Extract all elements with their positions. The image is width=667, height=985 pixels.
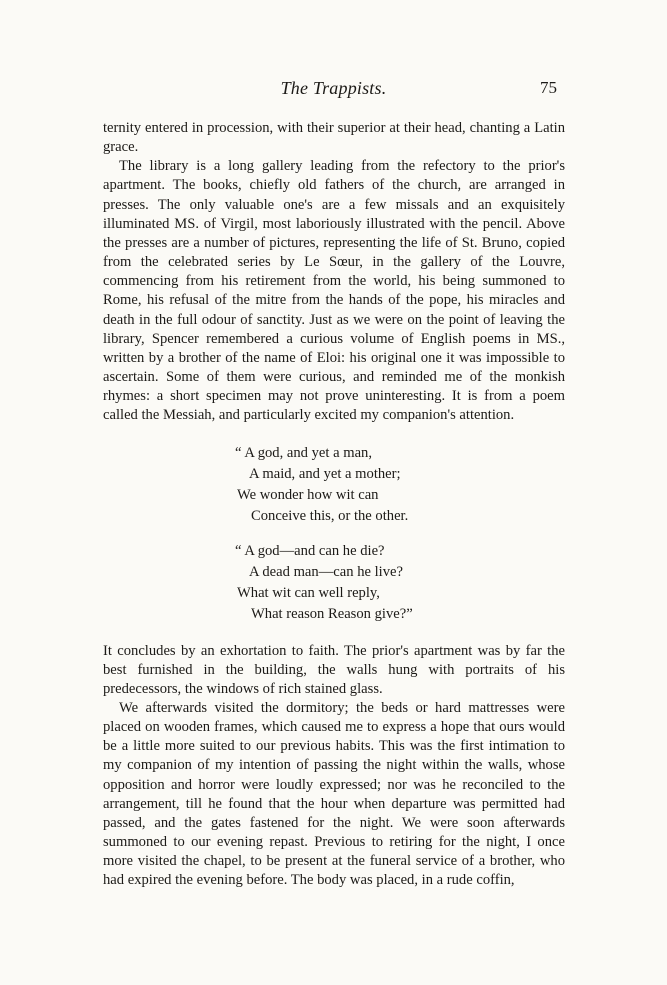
poem-line: We wonder how wit can <box>237 486 379 503</box>
paragraph-dormitory: We afterwards visited the dormitory; the beds or hard mattresses were placed on wooden frames, which caused me to express a hope that ours would be a little more suited to our previous habits. This was the first intimation to my companion of my intention of passing the night within the walls, whose opposition and horror were loudly expressed; nor was he reconciled to the arrangement, till he found that the hour when departure was permitted had passed, and the gates fastened for the night. We were soon afterwards summoned to our evening repast. Previous to retiring for the night, I once more visited the chapel, to be present at the funeral service of a brother, who had expired the evening before. The body was placed, in a rude coffin, <box>103 699 565 889</box>
poem-stanza <box>229 443 565 527</box>
running-title: The Trappists. <box>280 78 387 98</box>
poem-line: What wit can well reply, <box>237 584 380 601</box>
poem-line: “ A god, and yet a man, <box>235 444 372 461</box>
paragraph-exhortation: It concludes by an exhortation to faith. The prior's apartment was by far the best furnished in the building, the walls hung with portraits of his predecessors, the windows of rich stained glass. <box>103 642 565 697</box>
poem-line: Conceive this, or the other. <box>251 507 409 524</box>
poem-stanza <box>229 541 565 625</box>
poem-line: What reason Reason give?” <box>251 605 413 622</box>
page-number: 75 <box>540 78 557 97</box>
poem-line: “ A god—and can he die? <box>235 542 385 559</box>
poem-line: A dead man—can he live? <box>249 563 403 580</box>
poem-quotation <box>103 443 565 625</box>
page-header <box>0 78 667 102</box>
page-body <box>103 119 565 891</box>
poem-line: A maid, and yet a mother; <box>249 465 401 482</box>
paragraph-continued: ternity entered in procession, with their superior at their head, chanting a Latin grace. <box>103 120 565 156</box>
paragraph-library: The library is a long gallery leading from the refectory to the prior's apartment. The books, chiefly old fathers of the church, are arranged in presses. The only valuable one's are a few missals and an exquisitely illuminated MS. of Virgil, most laboriously illustrated with the pencil. Above the presses are a number of pictures, representing the life of St. Bruno, copied from the celebrated series by Le Sœur, in the gallery of the Louvre, commencing from his retirement from the world, his being summoned to Rome, his refusal of the mitre from the hands of the pope, his miracles and death in the full odour of sanctity. Just as we were on the point of leaving the library, Spencer remembered a curious volume of English poems in MS., written by a brother of the name of Eloi: his original one it was impossible to ascertain. Some of them were curious, and reminded me of the monkish rhymes: a short specimen may not prove uninteresting. It is from a poem called the Messiah, and particularly excited my companion's attention. <box>103 158 565 424</box>
